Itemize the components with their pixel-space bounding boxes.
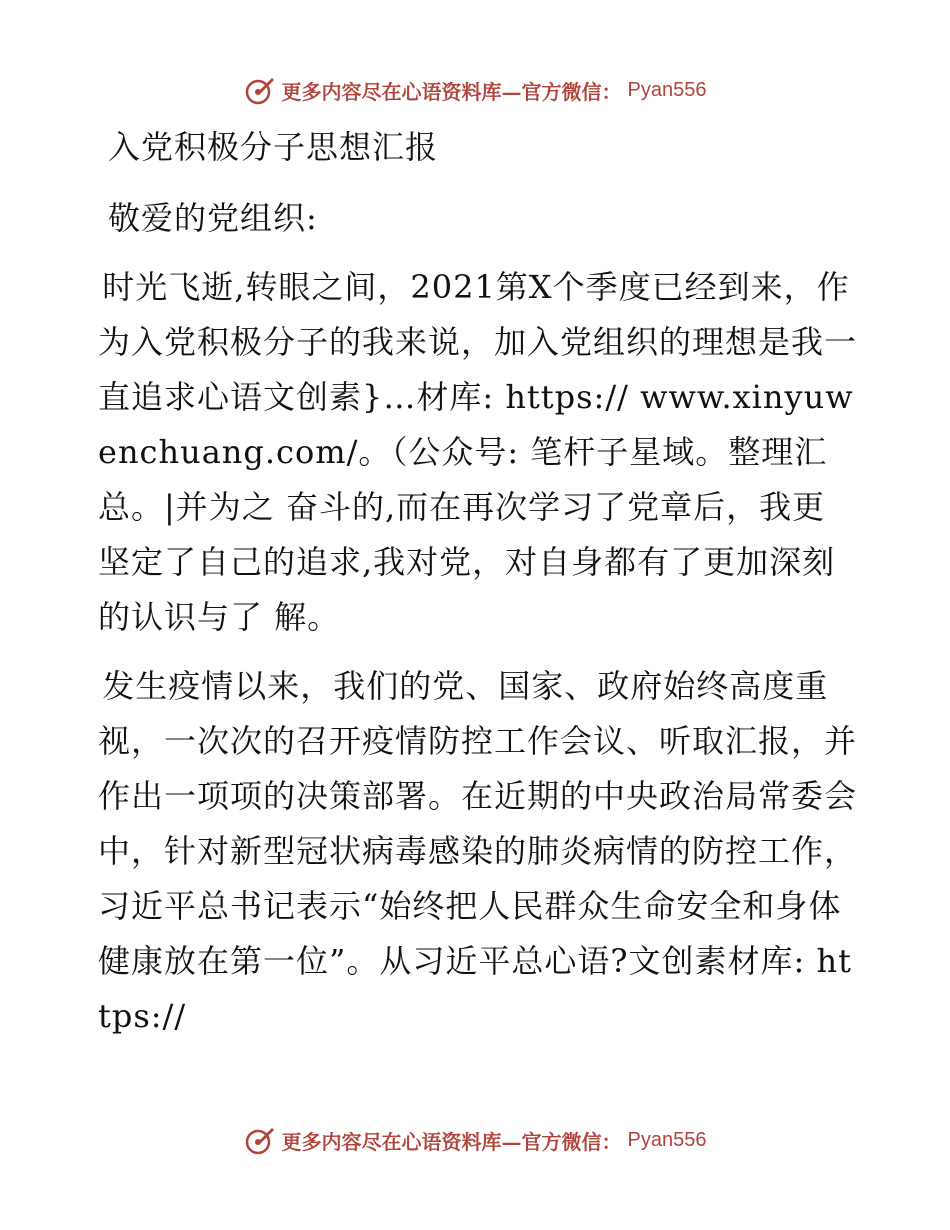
document-body [98,120,858,1044]
footer-watermark-banner [0,1120,950,1160]
document-title: 入党积极分子思想汇报 [108,128,439,166]
banner-wechat-id: Pyan556 [627,78,707,101]
paragraph-2 [98,659,858,1044]
paragraph-1-text: 时光飞逝,转眼之间，2021第X个季度已经到来，作为入党积极分子的我来说，加入党组织的理想是我一直追求心语文创素}…材库: https:// www.xinyuwenchuang.com/。（公众号: 笔杆子星域。整理汇总。|并为之 奋斗的,而在再次学习了党章后，我更坚定了自己的追求,我对党，对自身都有了更加深刻的认识与了 解。 [98,268,858,636]
banner-text: 更多内容尽在心语资料库—官方微信： [281,1129,622,1154]
paragraph-1 [98,260,858,645]
paragraph-2-text: 发生疫情以来，我们的党、国家、政府始终高度重视，一次次的召开疫情防控工作会议、听取汇报，并作出一项项的决策部署。在近期的中央政治局常委会中，针对新型冠状病毒感染的肺炎病情的防控工作，习近平总书记表示“始终把人民群众生命安全和身体健康放在第一位”。从习近平总心语?文创素材库: https:// [98,667,858,1035]
banner-text: 更多内容尽在心语资料库—官方微信： [281,79,622,104]
pen-nib-logo-icon [244,74,276,106]
pen-nib-logo-icon [244,1124,276,1156]
banner-wechat-id: Pyan556 [627,1128,707,1151]
header-watermark-banner [0,70,950,110]
salutation: 敬爱的党组织: [108,199,318,237]
